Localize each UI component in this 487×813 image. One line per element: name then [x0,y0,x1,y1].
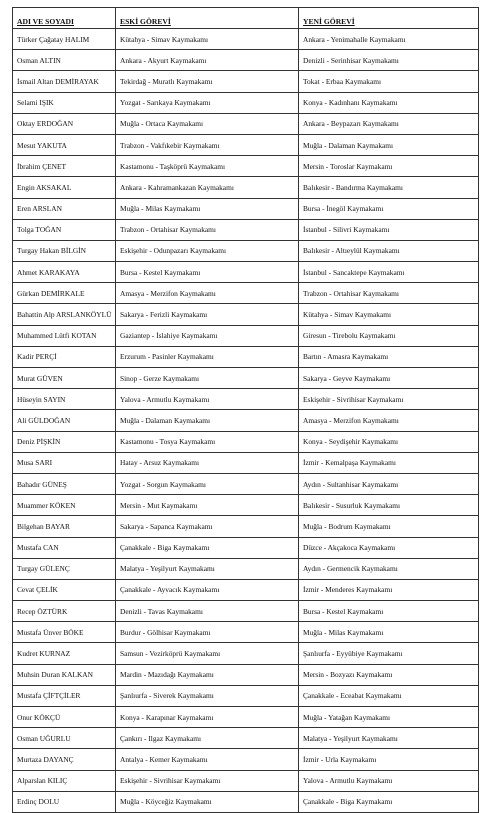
cell-name: İbrahim ÇENET [13,156,116,177]
cell-name: Tolga TOĞAN [13,219,116,240]
cell-old-post: Amasya - Merzifon Kaymakamı [116,283,299,304]
cell-old-post: Mardin - Mazıdağı Kaymakamı [116,664,299,685]
table-row [13,770,479,791]
cell-old-post: Yozgat - Sarıkaya Kaymakamı [116,92,299,113]
cell-name: Cevat ÇELİK [13,579,116,600]
cell-old-post: Burdur - Gölhisar Kaymakamı [116,622,299,643]
table-row [13,791,479,812]
cell-new-post: Denizli - Serinhisar Kaymakamı [299,50,479,71]
cell-new-post: Malatya - Yeşilyurt Kaymakamı [299,728,479,749]
cell-name: Oktay ERDOĞAN [13,113,116,134]
cell-new-post: Yalova - Armutlu Kaymakamı [299,770,479,791]
cell-name: Muhsin Duran KALKAN [13,664,116,685]
cell-name: Engin AKSAKAL [13,177,116,198]
table-row [13,262,479,283]
cell-old-post: Muğla - Dalaman Kaymakamı [116,410,299,431]
cell-new-post: Muğla - Dalaman Kaymakamı [299,134,479,155]
cell-name: Turgay GÜLENÇ [13,558,116,579]
table-row [13,304,479,325]
cell-old-post: Çanakkale - Biga Kaymakamı [116,537,299,558]
table-row [13,177,479,198]
cell-new-post: Konya - Seydişehir Kaymakamı [299,431,479,452]
cell-name: Bahattin Alp ARSLANKÖYLÜ [13,304,116,325]
cell-new-post: Eskişehir - Sivrihisar Kaymakamı [299,389,479,410]
cell-old-post: Şanlıurfa - Siverek Kaymakamı [116,685,299,706]
cell-new-post: Bursa - Kestel Kaymakamı [299,601,479,622]
cell-old-post: Malatya - Yeşilyurt Kaymakamı [116,558,299,579]
cell-old-post: Bursa - Kestel Kaymakamı [116,262,299,283]
cell-old-post: Samsun - Vezirköprü Kaymakamı [116,643,299,664]
cell-name: Onur KÖKÇÜ [13,707,116,728]
cell-name: Bilgehan BAYAR [13,516,116,537]
cell-old-post: Yalova - Armutlu Kaymakamı [116,389,299,410]
table-row [13,325,479,346]
cell-new-post: Bursa - İnegöl Kaymakamı [299,198,479,219]
cell-name: Kudret KURNAZ [13,643,116,664]
table-row [13,664,479,685]
cell-name: Bahadır GÜNEŞ [13,473,116,494]
cell-new-post: Mersin - Toroslar Kaymakamı [299,156,479,177]
table-row [13,113,479,134]
cell-new-post: Balıkesir - Bandırma Kaymakamı [299,177,479,198]
cell-new-post: Muğla - Bodrum Kaymakamı [299,516,479,537]
header-old-post: ESKİ GÖREVİ [116,8,299,29]
cell-old-post: Kastamonu - Taşköprü Kaymakamı [116,156,299,177]
cell-name: Mustafa ÇİFTÇİLER [13,685,116,706]
cell-name: Musa SARI [13,452,116,473]
cell-name: İsmail Altan DEMİRAYAK [13,71,116,92]
table-row [13,134,479,155]
table-row [13,685,479,706]
cell-name: Recep ÖZTÜRK [13,601,116,622]
cell-name: Ahmet KARAKAYA [13,262,116,283]
cell-new-post: İzmir - Urla Kaymakamı [299,749,479,770]
cell-old-post: Erzurum - Pasinler Kaymakamı [116,346,299,367]
cell-new-post: Balıkesir - Susurluk Kaymakamı [299,495,479,516]
cell-new-post: Amasya - Merzifon Kaymakamı [299,410,479,431]
cell-old-post: Muğla - Milas Kaymakamı [116,198,299,219]
cell-old-post: Denizli - Tavas Kaymakamı [116,601,299,622]
cell-old-post: Çanakkale - Ayvacık Kaymakamı [116,579,299,600]
cell-name: Muhammed Lütfi KOTAN [13,325,116,346]
cell-name: Gürkan DEMİRKALE [13,283,116,304]
cell-name: Kadir PERÇİ [13,346,116,367]
cell-new-post: Sakarya - Geyve Kaymakamı [299,368,479,389]
table-row [13,431,479,452]
table-row [13,558,479,579]
table-row [13,29,479,50]
table-row [13,50,479,71]
cell-old-post: Eskişehir - Odunpazarı Kaymakamı [116,240,299,261]
appointments-table [12,7,479,813]
cell-new-post: Trabzon - Ortahisar Kaymakamı [299,283,479,304]
table-header [13,8,479,29]
table-row [13,643,479,664]
cell-new-post: Aydın - Germencik Kaymakamı [299,558,479,579]
cell-name: Mustafa Ünver BÖKE [13,622,116,643]
table-row [13,240,479,261]
table-row [13,452,479,473]
table-row [13,346,479,367]
cell-old-post: Yozgat - Sorgun Kaymakamı [116,473,299,494]
cell-old-post: Eskişehir - Sivrihisar Kaymakamı [116,770,299,791]
header-name: ADI VE SOYADI [13,8,116,29]
cell-new-post: Kütahya - Simav Kaymakamı [299,304,479,325]
cell-old-post: Tekirdağ - Muratlı Kaymakamı [116,71,299,92]
cell-old-post: Kastamonu - Tosya Kaymakamı [116,431,299,452]
table-row [13,728,479,749]
cell-new-post: İzmir - Menderes Kaymakamı [299,579,479,600]
cell-new-post: Mersin - Bozyazı Kaymakamı [299,664,479,685]
cell-name: Muammer KÖKEN [13,495,116,516]
table-row [13,389,479,410]
cell-name: Deniz PİŞKİN [13,431,116,452]
cell-new-post: İzmir - Kemalpaşa Kaymakamı [299,452,479,473]
table-row [13,473,479,494]
cell-name: Mustafa CAN [13,537,116,558]
cell-new-post: Muğla - Yatağan Kaymakamı [299,707,479,728]
table-row [13,410,479,431]
cell-name: Mesut YAKUTA [13,134,116,155]
table-row [13,92,479,113]
table-row [13,579,479,600]
cell-new-post: Giresun - Tirebolu Kaymakamı [299,325,479,346]
cell-old-post: Hatay - Arsuz Kaymakamı [116,452,299,473]
cell-name: Turgay Hakan BİLGİN [13,240,116,261]
table-row [13,537,479,558]
cell-new-post: Balıkesir - Altıeylül Kaymakamı [299,240,479,261]
cell-old-post: Muğla - Ortaca Kaymakamı [116,113,299,134]
cell-new-post: İstanbul - Silivri Kaymakamı [299,219,479,240]
cell-new-post: Muğla - Milas Kaymakamı [299,622,479,643]
cell-old-post: Çankırı - Ilgaz Kaymakamı [116,728,299,749]
cell-name: Eren ARSLAN [13,198,116,219]
cell-new-post: Çanakkale - Biga Kaymakamı [299,791,479,812]
cell-name: Erdinç DOLU [13,791,116,812]
cell-old-post: Mersin - Mut Kaymakamı [116,495,299,516]
table-row [13,283,479,304]
cell-new-post: Tokat - Erbaa Kaymakamı [299,71,479,92]
table-row [13,198,479,219]
table-row [13,156,479,177]
header-new-post: YENİ GÖREVİ [299,8,479,29]
table-row [13,601,479,622]
cell-new-post: İstanbul - Sancaktepe Kaymakamı [299,262,479,283]
cell-old-post: Gaziantep - İslahiye Kaymakamı [116,325,299,346]
table-row [13,219,479,240]
cell-name: Murat GÜVEN [13,368,116,389]
cell-name: Murtaza DAYANÇ [13,749,116,770]
cell-name: Alparslan KILIÇ [13,770,116,791]
table-row [13,749,479,770]
cell-name: Osman ALTIN [13,50,116,71]
cell-old-post: Kütahya - Simav Kaymakamı [116,29,299,50]
cell-old-post: Sakarya - Ferizli Kaymakamı [116,304,299,325]
table-row [13,368,479,389]
cell-old-post: Sakarya - Sapanca Kaymakamı [116,516,299,537]
cell-name: Osman UĞURLU [13,728,116,749]
cell-old-post: Konya - Karapınar Kaymakamı [116,707,299,728]
cell-old-post: Trabzon - Vakfıkebir Kaymakamı [116,134,299,155]
cell-new-post: Çanakkale - Eceabat Kaymakamı [299,685,479,706]
cell-old-post: Muğla - Köyceğiz Kaymakamı [116,791,299,812]
cell-new-post: Düzce - Akçakoca Kaymakamı [299,537,479,558]
table-row [13,71,479,92]
cell-new-post: Aydın - Sultanhisar Kaymakamı [299,473,479,494]
cell-old-post: Trabzon - Ortahisar Kaymakamı [116,219,299,240]
table-row [13,516,479,537]
cell-name: Selami IŞIK [13,92,116,113]
cell-name: Ali GÜLDOĞAN [13,410,116,431]
table-row [13,622,479,643]
cell-new-post: Şanlıurfa - Eyyübiye Kaymakamı [299,643,479,664]
cell-old-post: Antalya - Kemer Kaymakamı [116,749,299,770]
cell-old-post: Ankara - Kahramankazan Kaymakamı [116,177,299,198]
cell-name: Hüseyin SAYIN [13,389,116,410]
cell-old-post: Ankara - Akyurt Kaymakamı [116,50,299,71]
table-body [13,29,479,813]
cell-new-post: Ankara - Beypazarı Kaymakamı [299,113,479,134]
cell-name: Türker Çağatay HALIM [13,29,116,50]
cell-new-post: Ankara - Yenimahalle Kaymakamı [299,29,479,50]
header-row [13,8,479,29]
cell-old-post: Sinop - Gerze Kaymakamı [116,368,299,389]
table-row [13,707,479,728]
table-row [13,495,479,516]
cell-new-post: Bartın - Amasra Kaymakamı [299,346,479,367]
cell-new-post: Konya - Kadınhanı Kaymakamı [299,92,479,113]
